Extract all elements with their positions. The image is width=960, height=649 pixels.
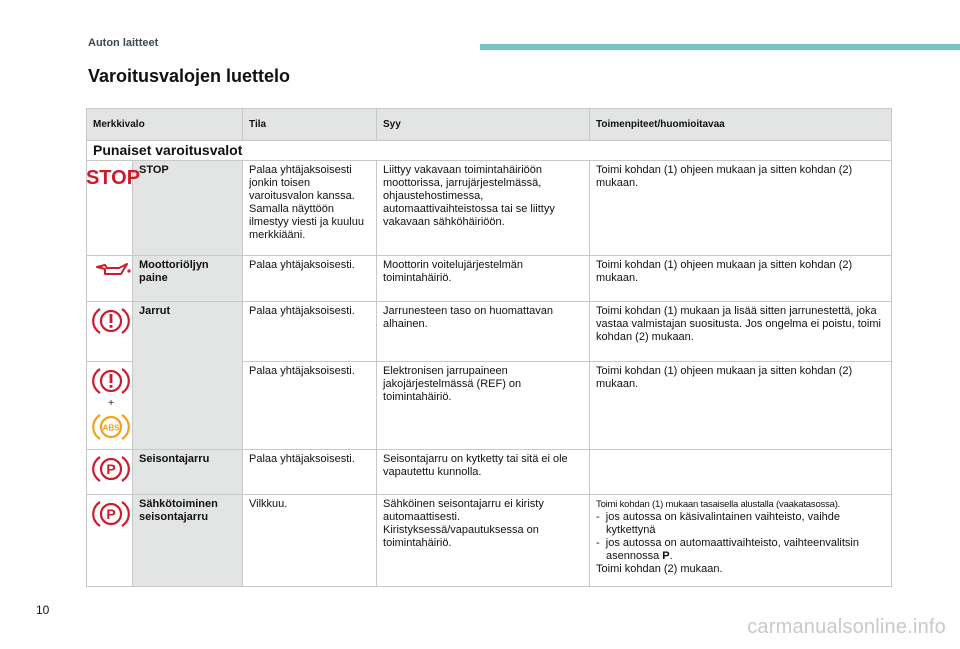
- row-toimenpiteet: [590, 450, 892, 495]
- table-row: [87, 450, 892, 495]
- abs-icon: [93, 415, 129, 439]
- list-item-text: jos autossa on automaattivaihteisto, vaihteenvalitsin asennossa: [605, 537, 859, 562]
- row-syy: Liittyy vakavaan toimintahäiriöön moottorissa, jarrujärjestelmässä, ohjaustehostimessa, automaattivaihteistossa tai se liittyy vakavaan sähköhäiriöön.: [377, 161, 590, 256]
- toimenpiteet-end: Toimi kohdan (2) mukaan.: [596, 563, 723, 575]
- row-tila: Palaa yhtäjaksoisesti jonkin toisen varoitusvalon kanssa. Samalla näyttöön ilmestyy viesti ja kuuluu merkkiääni.: [243, 161, 377, 256]
- table-row: [87, 161, 892, 256]
- column-header-merkkivalo: Merkkivalo: [87, 109, 243, 141]
- row-name: Jarrut: [133, 302, 243, 450]
- list-item: - jos autossa on automaattivaihteisto, vaihteenvalitsin asennossa P.: [596, 537, 859, 562]
- row-syy: Sähköinen seisontajarru ei kiristy automaattisesti. Kiristyksessä/vapautuksessa on toimintahäiriö.: [377, 495, 590, 587]
- row-name: Moottoriöljyn paine: [133, 256, 243, 302]
- row-tila: Palaa yhtäjaksoisesti.: [243, 256, 377, 302]
- warning-lights-table: [86, 108, 892, 587]
- watermark: carmanualsonline.info: [747, 616, 946, 638]
- brake-abs-icon: [87, 362, 133, 450]
- section-label: Auton laitteet: [88, 37, 159, 49]
- table-header-row: [87, 109, 892, 141]
- electric-parking-brake-letter: P: [106, 506, 116, 522]
- toimenpiteet-intro: Toimi kohdan (1) mukaan tasaisella alustalla (vaakatasossa).: [596, 499, 841, 510]
- brake-warning-icon: [87, 302, 133, 362]
- row-syy: Elektronisen jarrupaineen jakojärjestelmässä (REF) on toimintahäiriö.: [377, 362, 590, 450]
- column-header-syy: Syy: [377, 109, 590, 141]
- oil-can-icon: [87, 256, 133, 302]
- row-toimenpiteet: Toimi kohdan (1) mukaan ja lisää sitten jarrunestettä, joka vastaa valmistajan suositusta. Jos ongelma ei poistu, toimi kohdan (2) mukaan.: [590, 302, 892, 362]
- row-name: STOP: [133, 161, 243, 256]
- electric-parking-brake-icon: [87, 495, 133, 587]
- row-name: Seisontajarru: [133, 450, 243, 495]
- row-tila: Palaa yhtäjaksoisesti.: [243, 302, 377, 362]
- gear-position: P: [662, 550, 670, 562]
- column-header-toimenpiteet: Toimenpiteet/huomioitavaa: [590, 109, 892, 141]
- page-number: 10: [36, 603, 50, 617]
- plus-sign: +: [108, 398, 114, 409]
- row-toimenpiteet: Toimi kohdan (1) ohjeen mukaan ja sitten kohdan (2) mukaan.: [590, 362, 892, 450]
- group-title: Punaiset varoitusvalot: [87, 141, 892, 161]
- row-syy: Jarrunesteen taso on huomattavan alhainen.: [377, 302, 590, 362]
- row-name: Sähkötoiminen seisontajarru: [133, 495, 243, 587]
- stop-icon: [85, 161, 141, 256]
- row-tila: Vilkkuu.: [243, 495, 377, 587]
- list-item-text: jos autossa on käsivalintainen vaihteisto, vaihde kytkettynä: [605, 511, 840, 536]
- abs-icon-text: ABS: [102, 423, 120, 433]
- row-syy: Seisontajarru on kytketty tai sitä ei ole vapautettu kunnolla.: [377, 450, 590, 495]
- parking-brake-icon: [87, 450, 133, 495]
- stop-icon-text: STOP: [85, 167, 141, 189]
- parking-brake-letter: P: [106, 461, 116, 477]
- row-syy: Moottorin voitelujärjestelmän toimintahäiriö.: [377, 256, 590, 302]
- accent-bar: [480, 44, 960, 50]
- brake-warning-icon: [93, 369, 129, 393]
- row-tila: Palaa yhtäjaksoisesti.: [243, 362, 377, 450]
- row-toimenpiteet: [590, 495, 892, 587]
- row-toimenpiteet: Toimi kohdan (1) ohjeen mukaan ja sitten kohdan (2) mukaan.: [590, 161, 892, 256]
- table-row: [87, 302, 892, 362]
- table-row: [87, 495, 892, 587]
- row-toimenpiteet: Toimi kohdan (1) ohjeen mukaan ja sitten kohdan (2) mukaan.: [590, 256, 892, 302]
- page-title: Varoitusvalojen luettelo: [88, 66, 291, 86]
- list-item: - jos autossa on käsivalintainen vaihteisto, vaihde kytkettynä: [596, 511, 840, 536]
- column-header-tila: Tila: [243, 109, 377, 141]
- group-row: [87, 141, 892, 161]
- row-tila: Palaa yhtäjaksoisesti.: [243, 450, 377, 495]
- table-row: [87, 256, 892, 302]
